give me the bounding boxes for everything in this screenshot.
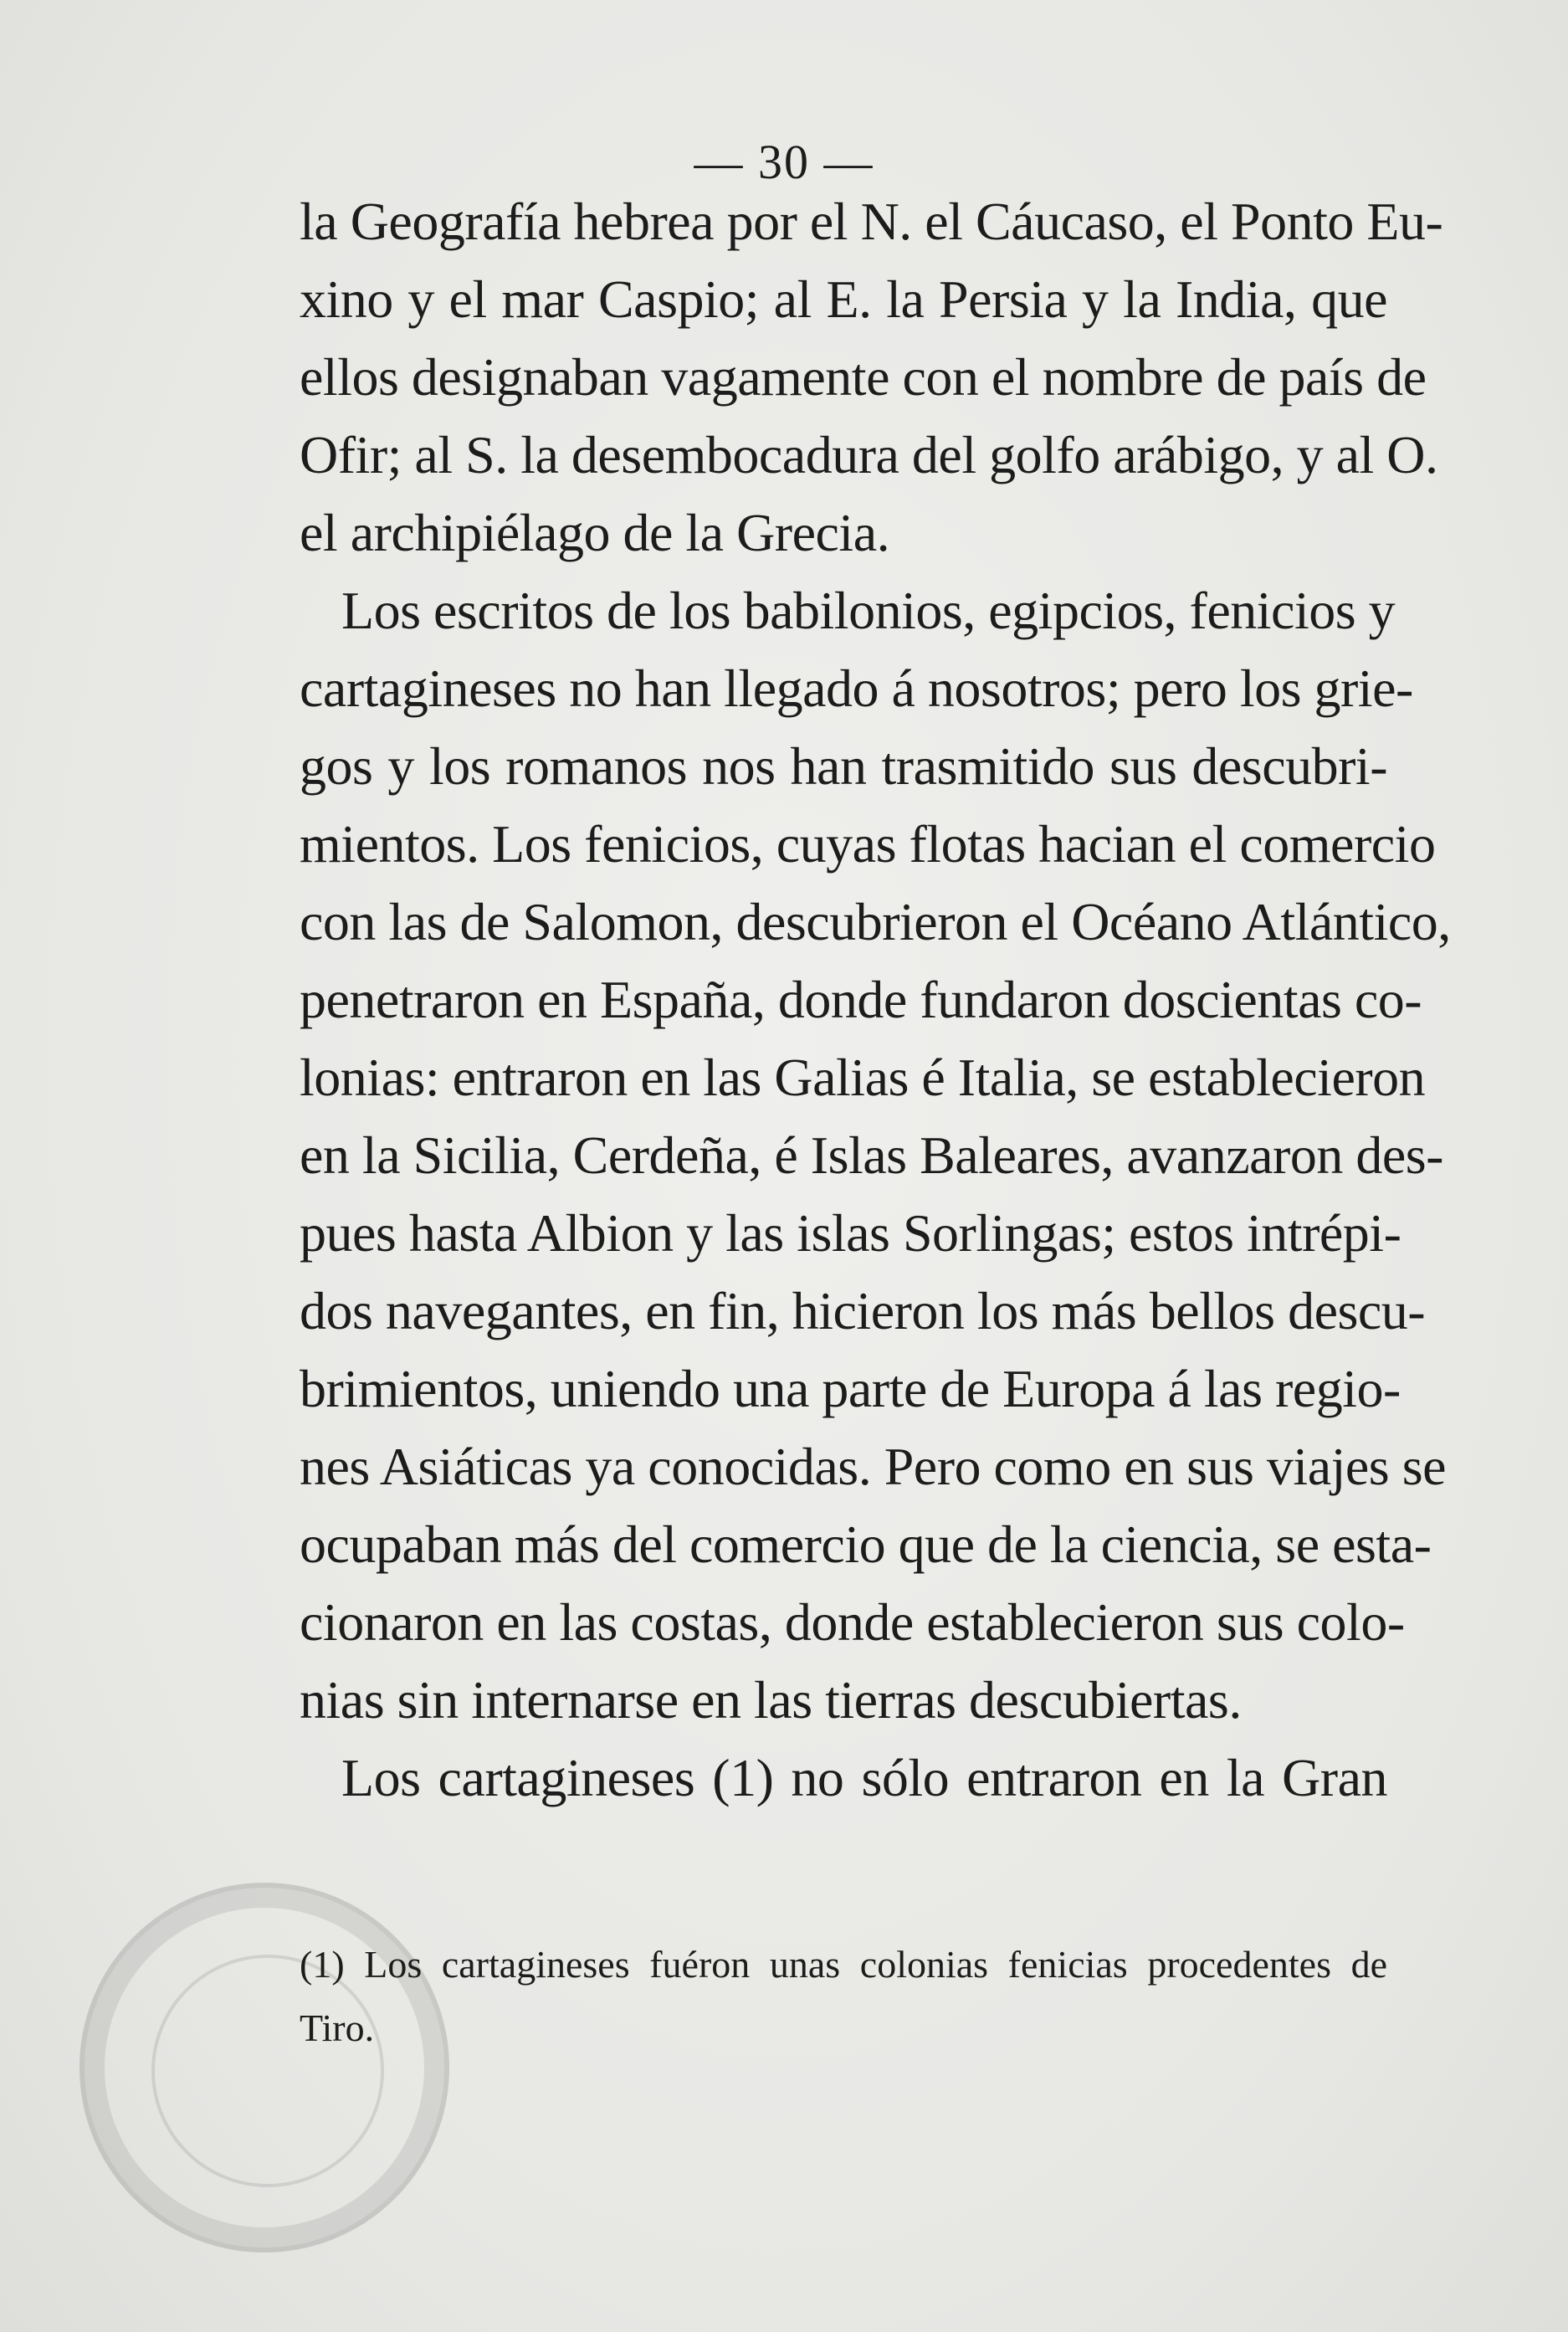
text-line: el archipiélago de la Grecia.	[300, 503, 890, 562]
text-line: Ofir; al S. la desembocadura del golfo arábigo, y al O.	[300, 425, 1438, 484]
text-line: pues hasta Albion y las islas Sorlingas; estos intrépi-	[300, 1203, 1401, 1263]
text-line: con las de Salomon, descubrieron el Océano Atlántico,	[300, 892, 1451, 951]
page-number: — 30 —	[694, 135, 874, 189]
text-line: la Geografía hebrea por el N. el Cáucaso, el Ponto Eu-	[300, 192, 1443, 251]
text-line: ocupaban más del comercio que de la ciencia, se esta-	[300, 1515, 1432, 1574]
text-line: Los escritos de los babilonios, egipcios, fenicios y	[341, 581, 1396, 640]
body-text	[300, 182, 1451, 1817]
text-line: gos y los romanos nos han trasmitido sus descubri-	[300, 736, 1387, 796]
text-line: lonias: entraron en las Galias é Italia, se establecieron	[300, 1048, 1426, 1107]
text-line: penetraron en España, donde fundaron doscientas co-	[300, 970, 1422, 1029]
text-line: cionaron en las costas, donde establecieron sus colo-	[300, 1592, 1405, 1652]
text-line: mientos. Los fenicios, cuyas flotas hacian el comercio	[300, 814, 1436, 874]
text-line: cartagineses no han llegado á nosotros; pero los grie-	[300, 659, 1413, 718]
text-line: ellos designaban vagamente con el nombre de país de	[300, 347, 1427, 407]
text-line: Los cartagineses (1) no sólo entraron en la Gran	[341, 1748, 1387, 1807]
footnote-line: (1) Los cartagineses fuéron unas colonias fenicias procedentes de	[300, 1943, 1387, 1986]
text-line: en la Sicilia, Cerdeña, é Islas Baleares, avanzaron des-	[300, 1125, 1443, 1185]
footnote-line: Tiro.	[300, 2007, 375, 2049]
text-line: nes Asiáticas ya conocidas. Pero como en sus viajes se	[300, 1437, 1446, 1496]
footnote	[300, 1933, 1387, 2060]
text-line: brimientos, uniendo una parte de Europa á las regio-	[300, 1359, 1401, 1418]
text-line: nias sin internarse en las tierras descubiertas.	[300, 1670, 1242, 1730]
text-line: dos navegantes, en fin, hicieron los más bellos descu-	[300, 1281, 1426, 1340]
text-line: xino y el mar Caspio; al E. la Persia y la India, que	[300, 269, 1387, 329]
